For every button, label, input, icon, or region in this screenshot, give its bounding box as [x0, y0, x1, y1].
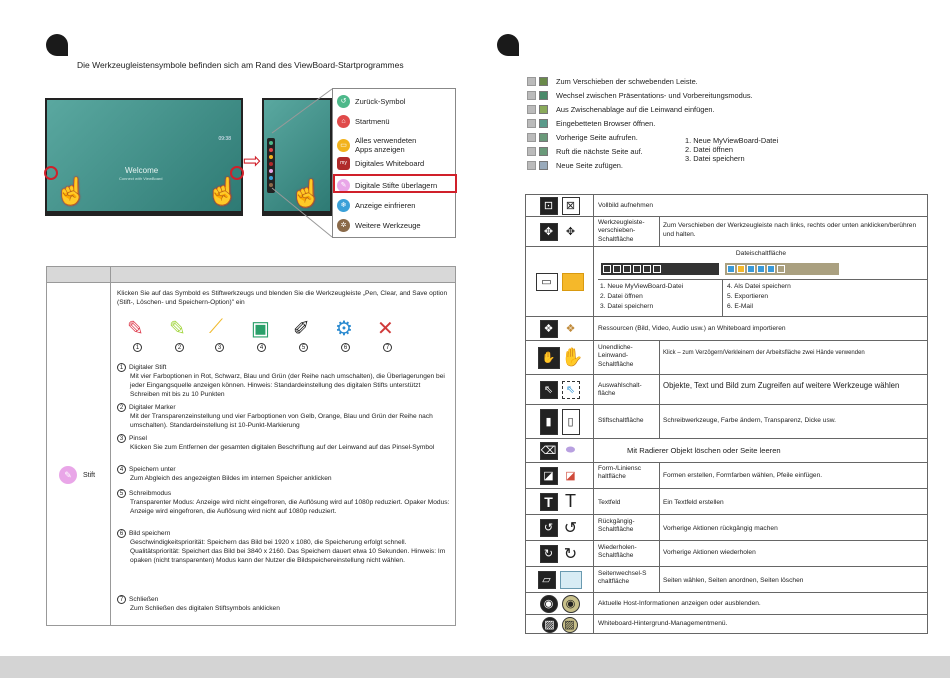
num-badge: 4: [257, 343, 266, 352]
page-switch-color-icon: [560, 571, 582, 589]
resources-color-icon: ❖: [565, 323, 576, 335]
move-bar-icon: [539, 77, 548, 86]
list-item: Ruft die nächste Seite auf.: [527, 147, 643, 156]
popup-item-start[interactable]: [337, 113, 390, 129]
list-item: 5 Schreibmodus Transparenter Modus: Anzeige wird nicht eingefroren, die Auflösung wird auf 1080p reduziert. Opaker Modus: Anzeige wird eingefroren, die Auflösung wird nicht auf 1080p reduziert.: [117, 489, 451, 517]
num-badge: 7: [383, 343, 392, 352]
table-header: [47, 267, 455, 283]
table-row: ⇖ ⇖ Auswahlschalt-fläche Objekte, Text und Bild zum Zugreifen auf weitere Werkzeuge wählen: [526, 375, 927, 405]
list-item: 6 Bild speichern Geschwindigkeitspriorität: Speichern das Bild bei 1920 x 1080, die Speicherung erfolgt schnell. Qualitätspriorität: Speichert das Bild bei 3840 x 2160. Das Speichern dauert etwa 10 Sekunden. Hinweis: Im opaken (nicht transparenten) Modus kann der Nutzer die Bildspeichereinstellung nicht wählen.: [117, 529, 451, 566]
list-item: 3 Pinsel Klicken Sie zum Entfernen der gesamten digitalen Beschriftung auf der Leinwand auf das Pinsel-Symbol: [117, 434, 451, 453]
table-row: ✋ ✋ Unendliche-Leinwand-Schaltfläche Klick – zum Verzögern/Verkleinern der Arbeitsfläche zwei Hände verwenden: [526, 341, 927, 375]
next-page-icon: [539, 147, 548, 156]
num-badge: 2: [175, 343, 184, 352]
settings-icon: ⚙: [335, 318, 353, 340]
undo-icon: ↺: [540, 519, 558, 537]
select-icon: ⇖: [540, 381, 558, 399]
resources-icon: ❖: [540, 320, 558, 338]
popup-label: Digitales Whiteboard: [355, 158, 425, 168]
section-bullet-left: [46, 34, 68, 56]
table-label-column: [47, 283, 111, 625]
pen-tool-outline-icon: ▯: [562, 409, 580, 435]
table-row: ◉ ◉ Aktuelle Host-Informationen anzeigen oder ausblenden.: [526, 593, 927, 615]
background-icon: ▨: [542, 617, 558, 633]
intro-text: Die Werkzeugleistensymbole befinden sich am Rand des ViewBoard-Startprogrammes: [77, 60, 404, 70]
hand-pointer-icon: ☝: [290, 178, 323, 208]
clipboard-icon: [539, 105, 548, 114]
stift-label: Stift: [83, 472, 96, 479]
table-row: ▨ ▨ Whiteboard-Hintergrund-Managementmenü.: [526, 615, 927, 634]
write-mode-icon: ✐: [293, 318, 310, 340]
screenshot-icon: ⊡: [540, 197, 558, 215]
folder-icon: ▭: [536, 273, 558, 291]
hand-icon: ✋: [538, 347, 560, 369]
table-row: ⌫ ⬬ Mit Radierer Objekt löschen oder Seite leeren: [526, 439, 927, 463]
highlight-box: [333, 174, 457, 193]
section-bullet-right: [497, 34, 519, 56]
popup-item-apps[interactable]: [337, 133, 435, 157]
popup-label: Digitale Stifte überlagern: [355, 180, 438, 190]
popup-item-back[interactable]: [337, 93, 405, 109]
select-color-icon: ⇖: [562, 381, 580, 399]
list-item: Zum Verschieben der schwebenden Leiste.: [527, 77, 698, 86]
stift-table: [46, 266, 456, 626]
stift-icon: ✎: [59, 466, 77, 484]
list-item: Wechsel zwischen Präsentations- und Vorbereitungsmodus.: [527, 91, 753, 100]
add-page-icon: [539, 161, 548, 170]
toolbar-popup: [332, 88, 456, 238]
table-row: ◪ ◪ Form-/Liniensc haltfläche Formen erstellen, Formfarben wählen, Pfeile einfügen.: [526, 463, 927, 489]
eraser-icon: ⌫: [540, 442, 558, 460]
footer-bar: [0, 656, 950, 678]
screenshot-color-icon: ⊠: [562, 197, 580, 215]
eraser-color-icon: ⬬: [565, 444, 576, 456]
brush-icon: ⟋: [209, 316, 223, 338]
num-badge: 1: [133, 343, 142, 352]
myviewboard-icon: my: [337, 157, 350, 170]
page-switch-icon: ▱: [538, 571, 556, 589]
pen-tool-icon: ▮: [540, 409, 558, 435]
hand-pointer-icon: ☝: [206, 176, 239, 206]
pen-red-icon: ✎: [127, 318, 144, 340]
table-row: ▭ Dateischaltfläche 1. Neue MyViewBoard-Datei 2. Datei öffnen 3. Datei speichern 4. Als Datei speichern 5. Exportieren 6. E-Mail: [526, 247, 927, 317]
callout-lines: [262, 88, 334, 238]
popup-label: Startmenü: [355, 116, 390, 126]
table-row: ▮ ▯ Stiftschaltfläche Schreibwerkzeuge, Farbe ändern, Transparenz, Dicke usw.: [526, 405, 927, 439]
redo-icon: ↻: [540, 545, 558, 563]
popup-label: Anzeige einfrieren: [355, 200, 416, 210]
background-color-icon: ▨: [562, 617, 578, 633]
host-info-icon: ◉: [540, 595, 558, 613]
table-row: ⊡ ⊠ Vollbild aufnehmen: [526, 195, 927, 217]
hand-color-icon: ✋: [561, 347, 584, 367]
stift-intro: Klicken Sie auf das Symbold es Stiftwerkzeugs und blenden Sie die Werkzeugleiste „Pen, Clear, and Save option (Stift-, Löschen- und Speichern-Option)" ein: [117, 290, 448, 307]
list-item: 2 Digitaler Marker Mit der Transparenzeinstellung und vier Farboptionen von Gelb, Orange, Blau und Grün der Reihe nach umschalten). Standardeinstellung ist 10-Punkt-Markierung: [117, 403, 451, 431]
table-row: ↺ ↺ Rückgängig-Schaltfläche Vorherige Aktionen rückgängig machen: [526, 515, 927, 541]
hand-pointer-icon: ☝: [55, 176, 88, 206]
num-badge: 5: [299, 343, 308, 352]
marker-icon: ✎: [169, 318, 186, 340]
close-icon: ✕: [377, 318, 394, 340]
popup-label: Alles verwendeten Apps anzeigen: [355, 135, 417, 154]
move-toolbar-icon: ✥: [540, 223, 558, 241]
popup-item-freeze[interactable]: [337, 197, 415, 213]
num-badge: 3: [215, 343, 224, 352]
tools-icon: ✲: [337, 219, 350, 232]
welcome-text: Welcome: [125, 166, 159, 175]
list-item: 7 Schließen Zum Schließen des digitalen Stiftsymbols anklicken: [117, 595, 451, 614]
text-outline-icon: T: [565, 491, 576, 511]
list-item: 1 Digitaler Stift Mit vier Farboptionen in Rot, Schwarz, Blau und Grün (der Reihe nach umschalten), die Überlagerungen bei jeder Eingangsquelle anzeigen können. Hinweis: Standardeinstellung des digitalen Stifts unterstützt Schreiben mit bis zu 10 Punkten: [117, 363, 451, 400]
freeze-icon: ❄: [337, 199, 350, 212]
num-badge: 6: [341, 343, 350, 352]
tools-table: [525, 194, 928, 634]
table-row: ✥ ✥ Werkzeugleiste-verschieben-Schaltfläche Zum Verschieben der Werkzeugleiste nach links, rechts oder unten anklicken/berühren und halten.: [526, 217, 927, 247]
viewboard-screen-home: [45, 98, 243, 216]
list-item: Eingebetteten Browser öffnen.: [527, 119, 655, 128]
file-toolbar-dark: [601, 263, 719, 275]
numbered-item: 3. Datei speichern: [685, 154, 745, 163]
back-icon: ↺: [337, 95, 350, 108]
table-row: ▱ Seitenwechsel-S chaltfläche Seiten wählen, Seiten anordnen, Seiten löschen: [526, 567, 927, 593]
table-row: ❖ ❖ Ressourcen (Bild, Video, Audio usw.) an Whiteboard importieren: [526, 317, 927, 341]
mode-toggle-icon: [539, 91, 548, 100]
list-item: Aus Zwischenablage auf die Leinwand einfügen.: [527, 105, 715, 114]
save-icon: ▣: [251, 318, 270, 340]
file-toolbar-color: [725, 263, 839, 275]
popup-label: Weitere Werkzeuge: [355, 220, 421, 230]
popup-item-more[interactable]: [337, 217, 421, 233]
folder-color-icon: [562, 273, 584, 291]
list-item: Neue Seite zufügen.: [527, 161, 623, 170]
table-row: T T Textfeld Ein Textfeld erstellen: [526, 489, 927, 515]
numbered-item: 1. Neue MyViewBoard-Datei: [685, 136, 779, 145]
prev-page-icon: [539, 133, 548, 142]
apps-icon: ▭: [337, 139, 350, 152]
browser-icon: [539, 119, 548, 128]
list-item: 4 Speichern unter Zum Abgleich des angezeigten Bildes im internen Speicher anklicken: [117, 465, 451, 484]
move-toolbar-outline-icon: ✥: [565, 226, 576, 238]
table-row: ↻ ↻ Wiederholen-Schaltfläche Vorherige Aktionen wiederholen: [526, 541, 927, 567]
undo-outline-icon: ↺: [563, 519, 578, 537]
numbered-item: 2. Datei öffnen: [685, 145, 733, 154]
text-icon: T: [540, 493, 558, 511]
shape-color-icon: ◪: [565, 470, 576, 482]
host-info-color-icon: ◉: [562, 595, 580, 613]
pen-icon: ✎: [337, 179, 350, 192]
shape-icon: ◪: [540, 467, 558, 485]
welcome-subtext: Connect with ViewBoard: [119, 176, 163, 181]
arrow-right-icon: ⇨: [243, 148, 262, 173]
popup-item-whiteboard[interactable]: [337, 155, 424, 171]
home-icon: ⌂: [337, 115, 350, 128]
clock-text: 09:38: [218, 136, 231, 142]
popup-label: Zurück-Symbol: [355, 96, 406, 106]
list-item: Vorherige Seite aufrufen.: [527, 133, 638, 142]
redo-outline-icon: ↻: [563, 545, 578, 563]
